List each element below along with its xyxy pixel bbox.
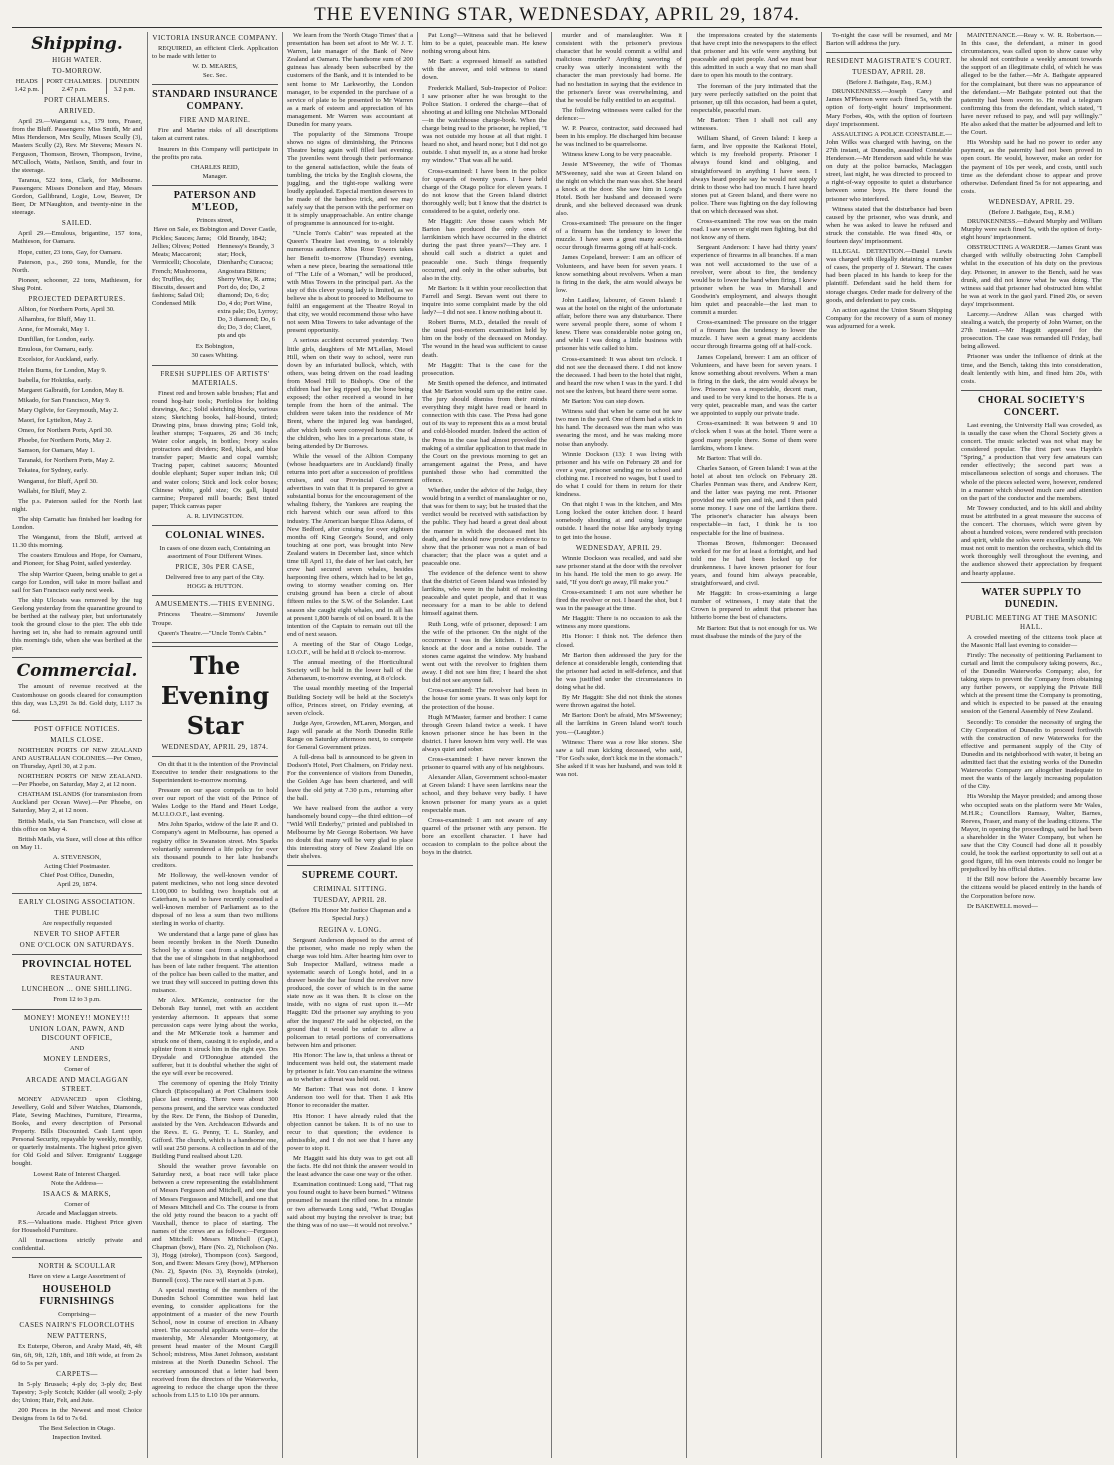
- court-paragraph: John Laidlaw, labourer, of Green Island: I was at the hotel on the night of the unfortunate affair, before there was any disturbance. There were several people there, some of whom I knew. There was considerable noise going on, and while I was doing a little business with prisoner his wife called to him.: [556, 296, 682, 353]
- news-paragraph: We learn from the 'North Otago Times' that a presentation has been set afoot to Mr W. J. T. Warren, late manager of the Bank of New Zealand at Oamaru. The handsome sum of 200 guineas has already been subscribed by the customers of the Bank, and it is intended to be sent home to Mr Larkworthy, the London manager, to be expended in the purchase of a service of plate to be presented to Mr Warren as a mark of esteem and appreciation of his management. Mr Warren was accountant at Dunedin for many years.: [287, 32, 413, 129]
- goods-list: [152, 235, 278, 342]
- insurers-text: Insurers in this Company will participate in the profits pro rata.: [152, 145, 278, 161]
- carpet-note: 200 Pieces in the Newest and most Choice Designs from 1s 6d to 7s 6d.: [12, 1407, 142, 1423]
- household-heading: HOUSEHOLD FURNISHINGS: [39, 1284, 115, 1308]
- money-lenders-heading: MONEY LENDERS,: [43, 1054, 111, 1063]
- departure: Wanganui, for Bluff, April 30.: [18, 477, 98, 485]
- mail-notice: NORTHERN PORTS OF NEW ZEALAND.—Per Phoebe, on Saturday, May 2, at 12 noon.: [12, 773, 142, 789]
- projected-heading: PROJECTED DEPARTURES.: [28, 294, 126, 303]
- court-paragraph: Witness said that when he came out he saw two men in the yard. One of them had a stick in his hand. The deceased was the man who was swearing the most, and he was making more noise than anybody.: [556, 408, 682, 448]
- news-paragraph: We understand that a large pane of glass has been recently broken in the North Dunedin School by a stone cast from a slingshot, and that the use of slingshots in that neighborhood has been of late rather frequent. The attention of the police has been called to the matter, and we trust they will succeed in putting down this nuisance.: [152, 930, 278, 995]
- column-7: [826, 32, 952, 1460]
- court-paragraph: William Shand, of Green Island: I keep a farm, and live opposite the Kaikorai Hotel, which is my freehold property. Prisoner I always found kind and obliging, and straightforward in anything I have seen. I always heard people say he would not supply drink to those who had too much. I have heard stones put at Green Island, and there were no police. There was fighting on the day following that on which deceased was shot.: [691, 135, 817, 215]
- tide-dunedin: DUNEDIN: [106, 78, 142, 86]
- court-paragraph: By Mr Haggitt: She did not think the stones were thrown against the hotel.: [556, 694, 682, 710]
- meeting-paragraph: Dr BAKEWELL moved—: [967, 902, 1038, 910]
- sitting-before: (Before His Honor Mr Justice Chapman and a Special Jury.): [289, 907, 411, 923]
- court-paragraph: James Copeland, brewer: I am an officer of Volunteers, and have been for seven years. I know something about revolvers. When a man is firing in the dark, the aim would always be low. Prisoner was a respectable, decent man, and used to be very kind to the horses. He is a very quiet, peaceable man, and was the carter we appointed to supply our private trade.: [691, 353, 817, 418]
- court-paragraph: On that night I was in the kitchen, and Mrs Long locked the outer kitchen door. I heard somebody shouting at and using language outside. I heard the noise like anybody trying to get into the house.: [556, 501, 682, 541]
- delivered-text: Delivered free to any part of the City.: [165, 574, 265, 582]
- comprising-label: Comprising—: [58, 1311, 96, 1319]
- court-paragraph: DRUNKENNESS.—Edward Murphy and William Murphy were each fined 5s, with the option of forty-eight hours' imprisonment.: [961, 217, 1102, 242]
- meeting-paragraph: His Worship the Mayor presided; and among those who occupied seats on the platform were Mr Wales, M.H.R.; Councillors Ramsay, Walter, Barnes, Reeves, Fraser, and many of the leading citizens. The Mayor, in opening the proceedings, said he had been a shareholder in the Water Company, but when he saw that the City Council had done all it possibly could, he took the earliest opportunity to sell out at a good figure, till his own interests could no longer be prejudiced by his official duties.: [961, 793, 1102, 874]
- court-paragraph: Mr Barton: That was not done. I know Anderson too well for that. Then I ask His Honor to reconsider the matter.: [287, 1086, 413, 1110]
- news-paragraph: A special meeting of the members of the Dunedin School Committee was held last evening, to consider applications for the appointment of a master of the new Fourth School, now in course of erection in Albany street. The successful applicants were—for the mastership, Mr Alexander Montgomery, at present head master of the Mount Cargill School; mistress, Miss Janet Johnson, assistant mistress at the North Dunedin School. The secretary announced that a letter had been received from the directors of the Waterworks, agreeing to reduce the charge upon the three schools from L15 to L10 10s per annum.: [152, 1286, 278, 1399]
- water-supply-heading: WATER SUPPLY TO DUNEDIN.: [981, 586, 1082, 610]
- resident-date: TUESDAY, APRIL 28.: [852, 68, 926, 77]
- arrival: April 29.—Wanganui s.s., 179 tons, Fraser, from the Bluff. Passengers: Miss Smith, Mr and Miss Henderson, Mrs Scully, Misses Scully (3), Masters Scully (2), Rev. Mr Stevens; Messrs N. Ferguson, Thomson, Brown, Thompson, Irvine, M'Culloch, Watts, Neilson, Smith, and four in the steerage.: [12, 118, 142, 174]
- artists-materials-list: Finest red and brown sable brushes; Flat and round hog-hair tools; Portfolios for holding drawings, &c.; Solid sketching blocks, various sizes; Sketching books, half-bound, tinted; Drawing pins, brass drawing pins; Gold ink, leather stumps; T-squares, 26 and 36 inch; Water color angels, in bottles; Ivory scales protractors and dividers; Red, black, and blue transfer paper; Mastic and copal varnish; Tracing paper, cabinet saucers; Mounted double elephant; Super super indian ink; Oil and water colors; Stick and lock color boxes; Chinese white, gold size; Ox gall, liquid carmine; Prepared mill boards; Best tinted paper; Thick canvas paper: [152, 389, 278, 510]
- sailing: Pioneer, schooner, 22 tons, Mathieson, for Shag Point.: [12, 276, 142, 292]
- double-rule: [152, 642, 278, 647]
- clerk-required: REQUIRED, an efficient Clerk. Application to be made with letter to: [152, 45, 278, 61]
- commercial-heading: Commercial.: [16, 661, 138, 682]
- court-paragraph: Whether, under the advice of the Judge, they would bring in a verdict of manslaughter or no, that was for them to say; but he trusted that the verdict would be received with satisfaction by the public. They had heard a great deal about the manner in which the deceased met his death, and he should now produce evidence to show that the prisoner was not a man of bad character; that the place was a quiet and a peaceable one.: [422, 487, 547, 567]
- news-paragraph: The popularity of the Simmons Troupe shows no signs of diminishing, the Princess Theatre being again well filled last evening. The juveniles went through their performance to the general satisfaction, while the feats of tumbling, the tricks by the English clowns, the juggling, and the tight-rope walking were loudly applauded. Especial mention deserves to be made of the bamboo trick, and we may safely say that the person with the performer on it is simply unapproachable. An entire change of programme is announced for to-night.: [287, 131, 413, 228]
- valuations-text: P.S.—Valuations made. Highest Price given for Household Furniture.: [12, 1218, 142, 1234]
- court-paragraph: His Honor: The law is, that unless a threat or inducement was held out, the statement made by prisoner is fair. You can examine the witness as to whether a threat was held out.: [287, 1051, 413, 1084]
- news-paragraph: Mr Holloway, the well-known vendor of patent medicines, who not long since devoted L100,000 to building two hospitals out at Caterham, is said to have recently consulted a well-known member of Parliament as to the disposal of no less a sum than two millions sterling in works of charity.: [152, 871, 278, 928]
- and-label: AND: [69, 1044, 85, 1052]
- divider: [12, 954, 142, 955]
- mail-notice: NORTHERN PORTS OF NEW ZEALAND AND AUSTRALIAN COLONIES.—Per Omeo, on Thursday, April 30, at 2 p.m.: [12, 746, 142, 770]
- court-paragraph: Larceny.—Andrew Allan was charged with stealing a watch, the property of John Warner, on the 27th instant.—Mr Haggitt appeared for the prosecution. The case was remanded till Friday, bail being allowed.: [961, 311, 1102, 351]
- court-paragraph: Thomas Brown, fishmonger: Deceased worked for me for at least a fortnight, and had told me he had been locked up for drunkenness. I have known prisoner for four years, and found him always peaceable, straightforward, and civil.: [691, 539, 817, 588]
- court-paragraph: Cross-examined: The pressure on the finger of a firearm has the tendency to lower the muzzle. I have seen a great many accidents occur through firearms going off at half-cock.: [556, 220, 682, 252]
- arrived-heading: ARRIVED.: [58, 107, 96, 116]
- shipping-note: The ship Warrior Queen, being unable to get a cargo for London, will take in more ballast and sail for San Francisco early next week.: [12, 570, 142, 594]
- court-paragraph: His Worship said he had no power to order any payment, as the paternity had not been proved in open court. He would, however, make an order for the payment of 10s per week, and costs, until such time as the defendant chose to appear and prove otherwise. Defendant fined 5s for not appearing, and costs.: [961, 139, 1102, 195]
- court-paragraph: Ruth Long, wife of prisoner, deposed: I am the wife of the prisoner. On the night of the occurrence I was in the kitchen. I heard a knock at the door and a noise outside. The stones came against the window. My husband went out with the revolver to frighten them away. I did not see him fire; I heard the shot but did not see anyone fall.: [422, 620, 547, 685]
- court-paragraph: The foreman of the jury intimated that the jury were perfectly satisfied on the point that prisoner, up till this occasion, had been a quiet, respectable, peaceful man.: [691, 82, 817, 114]
- news-paragraph: "Uncle Tom's Cabin" was repeated at the Queen's Theatre last evening, to a tolerably numerous audience. Miss Rose Towers takes her Benefit to-morrow (Thursday) evening, when a new piece, bearing the sensational title of "The Life of a Woman," will be produced, with Miss Towers in the principal part. As the stay of this clever young lady is limited, as we believe she is about to proceed to Melbourne to fulfil an engagement at the Theatre Royal in that city, we would recommend those who have not seen Miss Towers to take advantage of the present opportunity.: [287, 230, 413, 335]
- court-paragraph: Robert Burns, M.D., detailed the result of the usual post-mortem examination held by him on the body of the deceased on Monday. The wound in the head was sufficient to cause death.: [422, 319, 547, 359]
- tomorrow-label: TO-MORROW.: [52, 67, 102, 75]
- column-6: [691, 32, 817, 1460]
- court-paragraph: James Copeland, brewer: I am an officer of Volunteers, and have been for seven years. I know something about revolvers. When a man is firing in the dark, the aim would always be low.: [556, 254, 682, 294]
- fresh-supplies-heading: FRESH SUPPLIES OF ARTISTS' MATERIALS.: [160, 369, 270, 387]
- column-8: [961, 32, 1102, 1460]
- court-paragraph: His Honor: I have already ruled that the objection cannot be taken. It is of no use to recur to that question; the evidence is admissible, and I do not see that I have any power to stop it.: [287, 1112, 413, 1152]
- resident-before: (Before J. Bathgate, Esq., R.M.): [846, 79, 932, 87]
- shipping-note: The ship Carnatic has finished her loading for London.: [12, 515, 142, 532]
- port-chalmers-heading: PORT CHALMERS.: [44, 96, 110, 105]
- divider: [152, 595, 278, 596]
- court-paragraph: murder and of manslaughter. Was it consistent with the prisoner's previous character that he would commit a wilful and malicious murder? Anything savoring of cruelty was utterly inconsistent with the character the man previously had borne. He had no hesitation in saying that the evidence in the prisoner's favor was overwhelming, and that he would be fully entitled to an acquittal.: [556, 32, 682, 104]
- note-address: Note the Address—: [50, 1179, 103, 1187]
- amusement: Princess Theatre.—Simmons' Juvenile Troupe.: [152, 611, 278, 627]
- fire-marine-heading: FIRE AND MARINE.: [179, 116, 251, 125]
- sailed-heading: SAILED.: [61, 219, 93, 228]
- divider: [152, 525, 278, 526]
- departure: Helen Burns, for London, May 9.: [18, 366, 107, 374]
- departure: Tekatea, for Sydney, early.: [18, 467, 89, 475]
- divider: [152, 84, 278, 85]
- court-paragraph: An action against the Union Steam Shipping Company for the recovery of a sum of money was adjourned for a week.: [826, 306, 952, 330]
- court-paragraph: MAINTENANCE.—Reay v. W. R. Robertson.—In this case, the defendant, a miner in good circumstances, was called upon to show cause why he should not contribute a weekly amount towards the support of an illegitimate child, of which he was alleged to be the father.—Mr A. Bathgate appeared for the complainant, but there was no appearance of the defendant.—Mr Bathgate pointed out that the paternity had been sworn to. He read a telegram confirming this from the defendant, which stated, "I have never refused to pay, and will pay willingly." He also asked that the matter be adjourned and left to the Court.: [961, 32, 1102, 137]
- news-paragraph: Mr Alex. M'Kenzie, contractor for the Deborah Bay tunnel, met with an accident yesterday afternoon. It appears that some percussion caps were lying about the works, and the Mr M'Kenzie took a hammer and struck one of them, causing it to explode, and a splinter from it struck him in the right eye. Drs Drysdale and O'Donoghue attended the sufferer, but it is doubtful whether the sight of the eye will ever be recovered.: [152, 997, 278, 1078]
- court-paragraph: Prisoner was under the influence of drink at the time, and the Bench, taking this into consideration, dealt leniently with him, and fined him 20s, with costs.: [961, 353, 1102, 385]
- departure: Mary Ogilvie, for Greymouth, May 2.: [18, 406, 119, 414]
- tide-port: PORT CHALMERS.: [42, 78, 106, 86]
- reid-name: CHARLES REID,: [190, 163, 240, 171]
- sailing: Hope, cutter, 23 tons, Gay, for Oamaru.: [18, 248, 123, 256]
- court-paragraph: OBSTRUCTING A WARDER.—James Grant was charged with wilfully obstructing John Campbell whilst in the execution of his duty on the previous day. Prisoner, in answer to the Bench, said he was drunk, and did not know what he was doing. The witness said that prisoner had obstructed him whilst he was at work in the gaol yard. Fined 20s, or seven days' imprisonment.: [961, 244, 1102, 308]
- court-paragraph: Mr Barton: Don't be afraid, Mrs M'Sweeney; all the larrikins in Green Island won't touch you.—(Laughter.): [556, 712, 682, 736]
- ex-bobington: Ex Bobington,: [195, 343, 235, 351]
- meeting-paragraph: A crowded meeting of the citizens took place at the Masonic Hall last evening to consider—: [961, 633, 1102, 649]
- court-paragraph: Mr Bart: a expressed himself as satisfied with the answer, and told witness to stand down.: [422, 58, 547, 82]
- tide-dunedin-time: 3.2 p.m.: [106, 86, 142, 94]
- column-4: [422, 32, 547, 1460]
- choral-concert-heading: CHORAL SOCIETY'S CONCERT.: [977, 394, 1086, 418]
- colonial-text: In cases of one dozen each, Containing an assortment of Four Different Wines.: [159, 545, 271, 561]
- carpet-list: In 5-ply Brussels; 4-ply do; 3-ply do; Best Tapestry; 3-ply Scotch; Kidder (all wool); 2-ply do; Union; Hair, Felt, and Jute.: [12, 1380, 142, 1404]
- postmaster-title: Acting Chief Postmaster.: [43, 863, 111, 871]
- on-view-text: Have on view a Large Assortment of: [28, 1273, 126, 1281]
- court-paragraph: Cross-examined: It was about ten o'clock. I did not see the deceased there. I did not know the deceased. I had been to the hotel that night, and heard the row when I was in the yard. I did not see the knives, but heard there were some.: [556, 355, 682, 395]
- tide-heads-time: 1.42 p.m.: [14, 86, 40, 94]
- standard-heading: STANDARD INSURANCE COMPANY.: [152, 89, 278, 113]
- high-water-heading: HIGH WATER.: [52, 56, 102, 64]
- news-paragraph: Pressure on our space compels us to hold over our report of the visit of the Prince of Wales Lodge to the Hand and Heart Lodge, M.U.I.O.O.F., last evening.: [152, 786, 278, 819]
- court-paragraph: To-night the case will be resumed, and Mr Barton will address the jury.: [826, 32, 952, 48]
- court-paragraph: Mr Barton: You can step down.: [562, 398, 645, 406]
- court-paragraph: Mr Haggitt: In cross-examining a large number of witnesses, I may state that the Crown is prepared to admit that prisoner has hitherto borne the best of characters.: [691, 590, 817, 622]
- arcade-heading: ARCADE AND MACLAGGAN STREET.: [25, 1075, 129, 1093]
- departure: Mikado, for San Francisco, May 9.: [18, 396, 111, 404]
- restaurant-label: RESTAURANT.: [50, 974, 104, 983]
- resident-magistrate-heading: RESIDENT MAGISTRATE'S COURT.: [826, 57, 952, 66]
- concert-paragraph: Last evening, the University Hall was crowded, as is usually the case when the Choral Society gives a concert. The music selected was not what may be considered popular. The first part was Haydn's "Spring," a production that very few amateurs can render effectively; the second part was a miscellaneous selection of songs and choruses. The whole of the pieces selected were, however, rendered in a manner which showed much care and attention on the part of the conductor and the members.: [961, 421, 1102, 502]
- departure: Omeo, for Northern Ports, April 30.: [18, 427, 113, 435]
- isaacs-marks: ISAACS & MARKS,: [43, 1189, 111, 1198]
- column-separator: [417, 32, 418, 1458]
- court-paragraph: Mr Barton: But that is not enough for us. We must disabuse the minds of the jury of the: [691, 624, 817, 640]
- magistrate-before: (Before J. Bathgate, Esq., R.M.): [989, 208, 1074, 216]
- meares-title: Sec. Sec.: [203, 72, 227, 80]
- departure: Taranaki, for Northern Ports, May 2.: [18, 457, 115, 465]
- divider: [152, 756, 278, 757]
- departure: Excelsior, for Auckland, early.: [18, 356, 99, 364]
- best-selection: The Best Selection in Otago.: [39, 1425, 115, 1433]
- court-paragraph: His Honor: I think not. The defence then closed.: [556, 633, 682, 649]
- early-closing-public: THE PUBLIC: [54, 909, 100, 918]
- amusements-heading: AMUSEMENTS.—THIS EVENING.: [155, 600, 275, 609]
- court-paragraph: Mr Haggitt said his duty was to get out all the facts. He did not think the answer would in the least advance the case one way or the other.: [287, 1155, 413, 1179]
- court-paragraph: Cross-examined: I have never known the prisoner to quarrel with any of his neighbours.: [422, 756, 547, 772]
- departure: Wallabi, for Bluff, May 2.: [18, 487, 87, 495]
- carpets-heading: CARPETS—: [56, 1369, 98, 1378]
- news-paragraph: The annual meeting of the Horticultural Society will be held in the lower hall of the Athenaeum, to-morrow evening, at 8 o'clock.: [287, 659, 413, 683]
- departure: Samson, for Oamaru, May 1.: [18, 447, 95, 455]
- divider: [152, 365, 278, 366]
- court-paragraph: Mr Barton: Then I shall not call any witnesses.: [691, 116, 817, 133]
- court-paragraph: Mr Haggitt: Are those cases which Mr Barton has produced the only ones of larrikinism which have occurred in the district during the past three years?—They are. I should call such a district a quiet and peaceable one. Such things frequently occurred, and only in the other suburbs, but also in the city.: [422, 218, 547, 282]
- divider: [12, 1257, 142, 1258]
- news-paragraph: Should the weather prove favorable on Saturday next, a boat race will take place between a crew representing the establishment of Messrs Ferguson and Mitchell, and one that of Messrs Fergusson and Mitchell, and one that of Messrs Mitchell and Co. The course is from the old jetty round the beacon to a yacht off Vauxhall, thence to place of starting. The names of the crews are as follows:—Ferguson and Mitchell: Messrs Mitchell (Capt.), Chapman (bow), Hare (No. 2), Nicholson (No. 3), Hogg (stroke), Thompson (cox). Sargood, Son, and Ewen: Messrs Grey (bow), M'Pherson (No. 2), Spavin (No. 3), Reynolds (stroke), Bunnell (cox). The race will start at 3 p.m.: [152, 1163, 278, 1284]
- news-paragraph: We have realised from the author a very handsomely bound copy—the third edition—of "Wild Will Enderby," printed and published in Melbourne by Mr George Robertson. We have no doubt that many will be very glad to place this interesting story of New Zealand life on their shelves.: [287, 804, 413, 861]
- departure: Isabella, for Hokitika, early.: [18, 376, 92, 384]
- divider: [12, 1009, 142, 1010]
- court-paragraph: the impressions created by the statements that have crept into the newspapers to the effect that prisoner and his wife were anything but peaceable and quiet people. And we must bear this admitted in such a way that no man shall dare to open his mouth to the contrary.: [691, 32, 817, 80]
- commercial-text: The amount of revenue received at the Customhouse on goods cleared for consumption this day, was L3,291 3s 8d. Gold duty, L117 3s 6d.: [12, 683, 142, 715]
- sitting-date: TUESDAY, APRIL 28.: [313, 896, 387, 905]
- shipping-note: The ship Ulcoats was removed by the tug Geelong yesterday from the quarantine ground to be berthed at the railway pier, but unfortunately took the ground close to the pier. The ebb tide having set in, she had to remain aground until this morning's tide, when she was berthed at the pier.: [12, 596, 142, 653]
- court-paragraph: Winnie Dockson (13): I was living with prisoner and his wife on February 28 and for over a year, prisoner sending me to school and clothing me. I received no wages, but I used to do what I could for them in return for their kindness.: [556, 450, 682, 499]
- shipping-note: The p.s. Paterson sailed for the North last night.: [12, 497, 142, 513]
- colonial-wines-heading: COLONIAL WINES.: [165, 530, 265, 542]
- masthead: THE EVENING STAR, WEDNESDAY, APRIL 29, 1874.: [314, 4, 800, 25]
- departure: Margaret Galbraith, for London, May 8.: [18, 386, 124, 394]
- luncheon-label: LUNCHEON ... ONE SHILLING.: [21, 985, 133, 994]
- sailing: Paterson, p.s., 260 tons, Mundle, for the North.: [12, 258, 142, 274]
- news-paragraph: A serious accident occurred yesterday. Two little girls, daughters of Mr M'Lellan, Mosel Hill, when on their way to school, were run down by an infuriated bullock, which, with others, was being driven on the road leading from Mosel Hill to Bishop's. One of the children had her leg ripped up, the bone being exposed; the other received a wound in her temple from the horn of the animal. The children were taken into the residence of Mr Brent, where the injured leg was bandaged, after which both were conveyed home. One of the children, who lies in a precarious state, is being attended by Dr Burrows.: [287, 337, 413, 450]
- court-paragraph: Pat Long?—Witness said that he believed him to be a quiet, peaceable man. He knew nothing wrong about him.: [422, 32, 547, 56]
- livingston-name: A. R. LIVINGSTON.: [186, 512, 244, 520]
- ex-ships-text: Ex Euterpe, Oberon, and Araby Maid, 4ft, 4ft 6in, 6ft, 9ft, 12ft, 18ft, and 18ft wide, at from 2s 6d to 5s per yard.: [12, 1343, 142, 1367]
- inspection-invited: Inspection Invited.: [52, 1434, 102, 1442]
- departure: Anne, for Moeraki, May 1.: [18, 326, 90, 334]
- postmaster-name: A. STEVENSON,: [52, 853, 102, 861]
- post-office-heading: POST OFFICE NOTICES.: [34, 724, 120, 733]
- mail-notice: British Mails, via San Francisco, will close at this office on May 4.: [12, 817, 142, 833]
- court-paragraph: Mr Haggitt: That is the case for the prosecution.: [422, 361, 547, 377]
- departure: Maori, for Lyttelton, May 2.: [18, 417, 93, 424]
- court-paragraph: The evidence of the defence went to show that the district of Green Island was infested by larrikins, who were in the habit of molesting peaceable and quiet people, and that it was necessary for a man to be able to defend himself against them.: [422, 570, 547, 618]
- court-paragraph: Mr Barton: Is it within your recollection that Farrell and Sergt. Bevan went out there to inquire into some complaint made by the old lady?—I did not see. I know nothing about it.: [422, 284, 547, 317]
- price-label: PRICE, 30s PER CASE,: [175, 563, 255, 572]
- court-paragraph: Frederick Mallard, Sub-Inspector of Police: I saw prisoner after he was brought to the Police Station. I ordered the charge—that of shooting at and killing one Nicholas M'Donald—in the watchhouse charge-book. When the charge being read to the prisoner, he replied, "I was not outside my house at all that night. I heard no shot, and heard none; but I did not go outside. I shut myself in, as a stone had broke my window." That was all he said.: [422, 84, 547, 165]
- union-loan-heading: UNION LOAN, PAWN, AND DISCOUNT OFFICE,: [29, 1024, 125, 1042]
- amusement: Queen's Theatre.—"Uncle Tom's Cabin.": [158, 629, 267, 637]
- supreme-court-heading: SUPREME COURT.: [302, 870, 398, 882]
- column-2: [152, 32, 278, 1460]
- corner-label: Corner of: [64, 1200, 90, 1208]
- princes-street: Princes street,: [196, 216, 234, 224]
- divider: [826, 52, 952, 53]
- court-paragraph: Alexander Allan, Government school-master at Green Island: I have seen larrikins near the school, and they behave very badly. I have known prisoner for many years as a quiet respectable man.: [422, 774, 547, 814]
- court-paragraph: W. P. Pearce, contractor, said deceased had been in his employ. He discharged him because he was inclined to be quarrelsome.: [556, 125, 682, 149]
- court-paragraph: Jessie M'Sweeney, the wife of Thomas M'Sweeney, said she was at Green Island on the night on which the man was shot. She heard a knock at the door. She saw him in Long's Hotel. Both her husband and deceased were drunk, and she believed deceased was drunk also.: [556, 161, 682, 217]
- early-closing-saturdays: ONE O'CLOCK ON SATURDAYS.: [19, 941, 135, 950]
- news-paragraph: A full-dress ball is announced to be given in Dodson's Hotel, Port Chalmers, on Friday next. For the convenience of visitors from Dunedin, the Golden Age has been chartered, and will leave the old jetty at 7.30 p.m., returning after the ball.: [287, 754, 413, 802]
- floorcloths-heading: CASES NAIRN'S FLOORCLOTHS: [19, 1321, 135, 1330]
- court-paragraph: Witness: There was a row like stones. She saw a tall man kicking deceased, who said, "For God's sake, don't kick me in the stomach." She asked if it was her husband, and was told it was not.: [556, 738, 682, 778]
- divider: [152, 185, 278, 186]
- court-paragraph: Winnie Dockson was recalled, and said she saw prisoner stand at the door with the revolver in his hand. He told the men to go away. He said, "If you don't go away, I'll make you.": [556, 554, 682, 586]
- court-paragraph: Cross-examined: I am not aware of any quarrel of the prisoner with any person. He bore an excellent character. I have had occasion to complain to the police about the boys in the district.: [422, 816, 547, 857]
- provincial-hotel-heading: PROVINCIAL HOTEL: [22, 959, 132, 971]
- court-paragraph: DRUNKENNESS.—Joseph Carey and James M'Pherson were each fined 5s, with the option of forty-eight hours' imprisonment. Mary Forbes, 40s, with the option of fourteen days' imprisonment.: [826, 88, 952, 128]
- court-paragraph: Witness stated that the disturbance had been caused by the prisoner, who was drunk, and when he was asked to leave he refused and struck the constable. He was fined 40s, or fourteen days' imprisonment.: [826, 205, 952, 245]
- wednesday-heading: WEDNESDAY, APRIL 29.: [988, 197, 1075, 206]
- hogg-hutton: HOGG & HUTTON.: [186, 583, 244, 591]
- goods-right: Old Brandy, 1842; Hennessy's Brandy, 3 star; Hock, Dienhard's; Curacoa; Angostura Bitters; Sherry Wine, R. arms; Port do, do; Do, 2 diamond; Do, 6 do; Do, 4 do; Port Wine, extra pale; Do, Lyrroy; Do, 3 diamond; Do, 6 do; Do, 3 do; Claret, pts and qts: [217, 235, 278, 340]
- manager-title: Manager.: [202, 172, 228, 180]
- money-heading: MONEY! MONEY!! MONEY!!!: [24, 1013, 130, 1022]
- court-paragraph: Mr Barton: That will do.: [697, 454, 762, 462]
- news-paragraph: The usual monthly meeting of the Imperial Building Society will be held at the Society's office, Princes street, on Friday evening, at seven o'clock.: [287, 685, 413, 717]
- departure: Phoebe, for Northern Ports, May 2.: [18, 437, 112, 445]
- shipping-note: The Wanganui, from the Bluff, arrived at 11.30 this morning.: [12, 534, 142, 550]
- court-paragraph: Mr Smith opened the defence, and intimated that Mr Barton would sum up the entire case. The jury should dismiss from their minds everything they might have read or heard in connection with this case. The Press had gone out of its way to represent this as a most brutal and cold-blooded murder. Indeed the action of the Press in the case had almost provoked the making of a similar application to that made in the Court on the previous morning to get an arrangement against the Press, and have punished those who had committed the offence.: [422, 379, 547, 484]
- court-paragraph: Mr Barton then addressed the jury for the defence at considerable length, contending that the prisoner had acted in self-defence, and that he was justified under the circumstances in doing what he did.: [556, 651, 682, 692]
- divider: [12, 657, 142, 658]
- court-paragraph: The following witnesses were called for the defence:—: [556, 106, 682, 122]
- case-title: REGINA v. LONG.: [318, 925, 382, 934]
- news-paragraph: Judge Ayre, Growden, M'Laren, Morgan, and Jago will parade at the North Dunedin Rifle Range on Saturday afternoon next, to compete for General Government prizes.: [287, 719, 413, 752]
- court-paragraph: ASSAULTING A POLICE CONSTABLE.—John Wilks was charged with having, on the 27th instant, at Dunedin, assaulted Constable Henderson.—Mr Henderson said while he was on duty at the police barracks, Maclaggan street, last night, he was directed to proceed to a right-of-way opposite to quiet a disturbance between some boys. He there found the prisoner who interfered.: [826, 130, 952, 203]
- court-paragraph: Charles Sanson, of Green Island: I was at the hotel at about ten o'clock on February 28. Charles Penman was there, and Andrew Kerr, and the latter was paying me rent. Prisoner provided me with pen and ink, and I then paid some money. I saw one of the larrikins there. The prisoner's character has always been respectable—in fact, I think he is too respectable for the line of business.: [691, 464, 817, 537]
- on-sale-text: Have on Sale, ex Bobington and Dover Castle,: [153, 226, 277, 234]
- court-paragraph: Cross-examined: I have been in the police for upwards of twenty years. I have held charge of the Otago police for eleven years. I do not know that the Green Island district thoroughly well; but I know that the district is considered to be a quiet, orderly one.: [422, 167, 547, 215]
- newspaper-flag: The Evening Star: [160, 650, 270, 740]
- private-text: All transactions strictly private and confidential.: [12, 1237, 142, 1253]
- court-paragraph: Cross-examined: It was between 9 and 10 o'clock when I was at the hotel. There were a good many people there. Some of them were larrikins, whom I knew.: [691, 420, 817, 452]
- meeting-paragraph: Secondly: To consider the necessity of urging the City Corporation of Dunedin to proceed forthwith with the construction of new Waterworks for the effective and permanent supply of the City of Dunedin and its neighborhood with water, it being an admitted fact that the existing works of the Dunedin Waterworks Company are altogether inadequate to meet the wants of the largely increasing population of the City.: [961, 718, 1102, 791]
- corner-of-label: Corner of: [64, 1065, 90, 1073]
- meeting-paragraph: If the Bill now before the Assembly became law the citizens would be placed entirely in the hands of the Corporation before now.: [961, 876, 1102, 900]
- court-paragraph: Sergeant Anderson: I have had thirty years' experience of firearms in all branches. If a man was not well accustomed to the use of a revolver, were about to fire, the tendency would be to lower the hand when firing. I knew prisoner when he was in Marshall and Goodwin's employment, and always thought him quiet and peaceable—the last man to commit a murder.: [691, 244, 817, 317]
- court-paragraph: Sergeant Anderson deposed to the arrest of the prisoner, who made no reply when the charge was told him. After hearing him over to Sub Inspector Mallard, witness made a systematic search of Long's hotel, and in a drawer beside the bar found the revolver now produced, the cover of which is in the same state now as it was then. It is close on the inside, with no signs of rust upon it.—Mr Haggitt: Did the prisoner say anything to you after the inquest? He said he objected, on the ground that it would be unfair to allow a policeman to retail portions of conversations between him and prisoner.: [287, 936, 413, 1049]
- mail-notice: British Mails, via Suez, will close at this office on May 11.: [12, 835, 142, 851]
- luncheon-time: From 12 to 3 p.m.: [53, 996, 101, 1004]
- post-office-place: Chief Post Office, Dunedin,: [40, 872, 114, 880]
- court-paragraph: Cross-examined: I am not sure whether he fired the revolver or not. I heard the shot, but I was in the passage at the time.: [556, 589, 682, 613]
- concert-paragraph: Mr Towsey conducted, and to his skill and ability must be attributed in a great measure the success of the concert. The choruses, which were given by about a hundred voices, were rendered with precision and spirit, while the solos were excellently sung. We must not omit to mention the orchestra, which did its work thoroughly well throughout the evening, and the audience showed their appreciation by frequent and hearty applause.: [961, 504, 1102, 577]
- divider: [12, 720, 142, 721]
- new-patterns-label: NEW PATTERNS,: [47, 1332, 107, 1341]
- departure: Albion, for Northern Ports, April 30.: [18, 305, 115, 313]
- column-separator: [282, 32, 283, 1458]
- early-closing-request: Are respectfully requested: [42, 920, 112, 928]
- meeting-paragraph: Firstly: The necessity of petitioning Parliament to curtail and limit the compulsory taking powers, &c., of the Dunedin Waterworks Company; also, for taking steps to prevent the Company from obtaining any further powers, or supplying the Private Bill which at the present time the Company is promoting, and which is expected to be passed at the ensuing session of the General Assembly of New Zealand.: [961, 651, 1102, 716]
- court-paragraph: Cross-examined: The pressure on the trigger of a firearm has the tendency to lower the muzzle. I have seen a great many accidents occur through firearms going off at half-cock.: [691, 319, 817, 351]
- column-separator: [147, 32, 148, 1458]
- departure: Alhambra, for Bluff, May 11.: [18, 316, 96, 324]
- court-paragraph: Hugh M'Master, farmer and brother: I came through Green Island twice a week. I have known prisoner since he has been in the district. I have known him very well. He was always quiet and sober.: [422, 713, 547, 753]
- news-paragraph: A meeting of the Star of Otago Lodge, I.O.O.F., will be held at 8 o'clock to-morrow.: [287, 640, 413, 657]
- post-office-date: April 29, 1874.: [56, 881, 98, 889]
- column-5: [556, 32, 682, 1460]
- lowest-rate: Lowest Rate of Interest Charged.: [33, 1170, 121, 1178]
- early-closing-never: NEVER TO SHOP AFTER: [33, 930, 121, 939]
- wednesday-heading: WEDNESDAY, APRIL 29.: [575, 543, 663, 552]
- issue-date: WEDNESDAY, APRIL 29, 1874.: [161, 742, 269, 751]
- masthead-rule: [12, 27, 1102, 28]
- column-3: [287, 32, 413, 1460]
- tide-port-time: 2.47 p.m.: [42, 86, 106, 94]
- news-paragraph: On dit that it is the intention of the Provincial Executive to tender their resignations to the Superintendent to-morrow morning.: [152, 760, 278, 784]
- divider: [12, 893, 142, 894]
- divider: [961, 582, 1102, 583]
- shipping-heading: Shipping.: [31, 34, 123, 54]
- column-1: [12, 32, 142, 1460]
- column-separator: [551, 32, 552, 1458]
- tide-heads: HEADS: [15, 78, 38, 85]
- north-scoullar: NORTH & SCOULLAR: [38, 1262, 116, 1271]
- news-paragraph: While the vessel of the Albion Company (whose headquarters are in Auckland) finally returns into port after a succession of profitless cruises, and our Provincial Government advertises in vain that it is prepared to give a substantial bonus for the encouragement of the whaling fishery, the Yankees are reaping the rich harvest which our seas afford to this industry. The American barque Eliza Adams, of New Bedford, after cruising for over eighteen months off King George's Sound, and only touching at one port, was brought into New Zealand waters in December last, since which time till April 11, the date of her last catch, her crew had secured seven whales, besides harpooning five others, which had to be let go, owing to stormy weather coming on. Her cruising ground has been a circle of about fifteen miles to the S.W. of the Solander. Last season she caught eight whales, and in all has at present 1,800 barrels of oil on board. It is the intention of the Captain to remain out till the end of next season.: [287, 452, 413, 638]
- tide-table: [12, 78, 142, 94]
- court-paragraph: Mr Haggitt: There is no occasion to ask the witness any more questions.: [556, 615, 682, 631]
- mails-close-heading: MAILS CLOSE.: [50, 735, 104, 744]
- victoria-heading: VICTORIA INSURANCE COMPANY.: [152, 34, 278, 42]
- paterson-heading: PATERSON AND M'LEOD,: [173, 189, 257, 213]
- public-meeting-heading: PUBLIC MEETING AT THE MASONIC HALL.: [965, 613, 1098, 631]
- early-closing-heading: EARLY CLOSING ASSOCIATION.: [18, 898, 136, 907]
- criminal-sitting: CRIMINAL SITTING.: [313, 885, 387, 894]
- shipping-note: The coasters Emulous and Hope, for Oamaru, and Pioneer, for Shag Point, sailed yesterday.: [12, 552, 142, 568]
- meares-name: W. D. MEARES,: [192, 63, 238, 71]
- sailing: April 29.—Emulous, brigantine, 157 tons, Mathieson, for Oamaru.: [12, 230, 142, 246]
- departure: Dunfillan, for London, early.: [18, 336, 95, 344]
- court-paragraph: Cross-examined: The revolver had been in the house for some years. It was only kept for the protection of the house.: [422, 687, 547, 711]
- departure: Emulous, for Oamaru, early.: [18, 346, 94, 354]
- column-separator: [821, 32, 822, 1458]
- whiting: 30 cases Whiting.: [191, 352, 239, 360]
- arcade-maclaggan: Arcade and Maclaggan streets.: [36, 1209, 118, 1217]
- arrival: Taranua, 522 tons, Clark, for Melbourne. Passengers: Misses Donelson and Hay, Messrs Gordon, Gallibrand, Logie, Low, Beaver, Dr Beer, Dr M'Naughton, and twenty-nine in the steerage.: [12, 176, 142, 217]
- mail-notice: CHATHAM ISLANDS (for transmission from Auckland per Ocean Wave).—Per Phoebe, on Saturday, May 2, at 12 noon.: [12, 791, 142, 815]
- news-paragraph: The ceremony of opening the Holy Trinity Church (Episcopalian) at Port Chalmers took place last evening. There were about 300 persons present, and the service was conducted by the Rev. Dr Fenn, the Bishop of Dunedin, assisted by the Ven. Archdeacon Edwards and the Revs. E. G. Penny, T. L. Stanley, and Gifford. The church, which is a handsome one, will seat 250 persons. A collection in aid of the Building Fund realised about L20.: [152, 1080, 278, 1161]
- court-paragraph: Cross-examined: The row was on the main road. I saw seven or eight men fighting, but did not know any of them.: [691, 218, 817, 242]
- goods-left: Pickles; Sauces; Jams; Jellies; Olives; Potted Meats; Maccaroni; Vermicelli; Chocolate, French; Mushrooms, do; Truffles, do; Biscuits, dessert and fashions; Salad Oil; Condensed Milk: [152, 235, 212, 307]
- news-paragraph: Mrs John Sparks, widow of the late P. and O. Company's agent in Melbourne, has opened a registry office in Swanston street. Mrs Sparks voluntarily surrendered a life policy for over six thousand pounds to her late husband's creditors.: [152, 821, 278, 869]
- fire-text: Fire and Marine risks of all descriptions taken at current rates.: [152, 127, 278, 143]
- court-paragraph: Examination continued: Long said, "That rag you found ought to have been burned." Witness presumed he meant the rifled one. In a minute or two afterwards Long said, "What Douglas said about my buying the revolver is true; but the thing was of no use—it would not revolve.": [287, 1181, 413, 1229]
- divider: [961, 390, 1102, 391]
- money-advanced-text: MONEY ADVANCED upon Clothing, Jewellery, Gold and Silver Watches, Diamonds, Plate, Sewing Machines, Furniture, Firearms, Books, and every description of Personal Property. Bills Discounted. Cash Lent upon Personal Security, repayable by weekly, monthly, or quarterly instalments. The highest price given for Old Gold and Silver. Emigrants' Luggage bought.: [12, 1095, 142, 1168]
- court-paragraph: ILLEGAL DETENTION.—Daniel Lewis was charged with illegally detaining a number of cases, the property of J. Stewart. The cases had been placed in his hands to keep for the plaintiff. Defendant said he held them for storage charges. Order made for delivery of the goods, and defendant to pay costs.: [826, 248, 952, 304]
- column-separator: [956, 32, 957, 1458]
- divider: [287, 865, 413, 866]
- column-separator: [686, 32, 687, 1458]
- court-paragraph: Witness knew Long to be very peaceable.: [562, 151, 672, 159]
